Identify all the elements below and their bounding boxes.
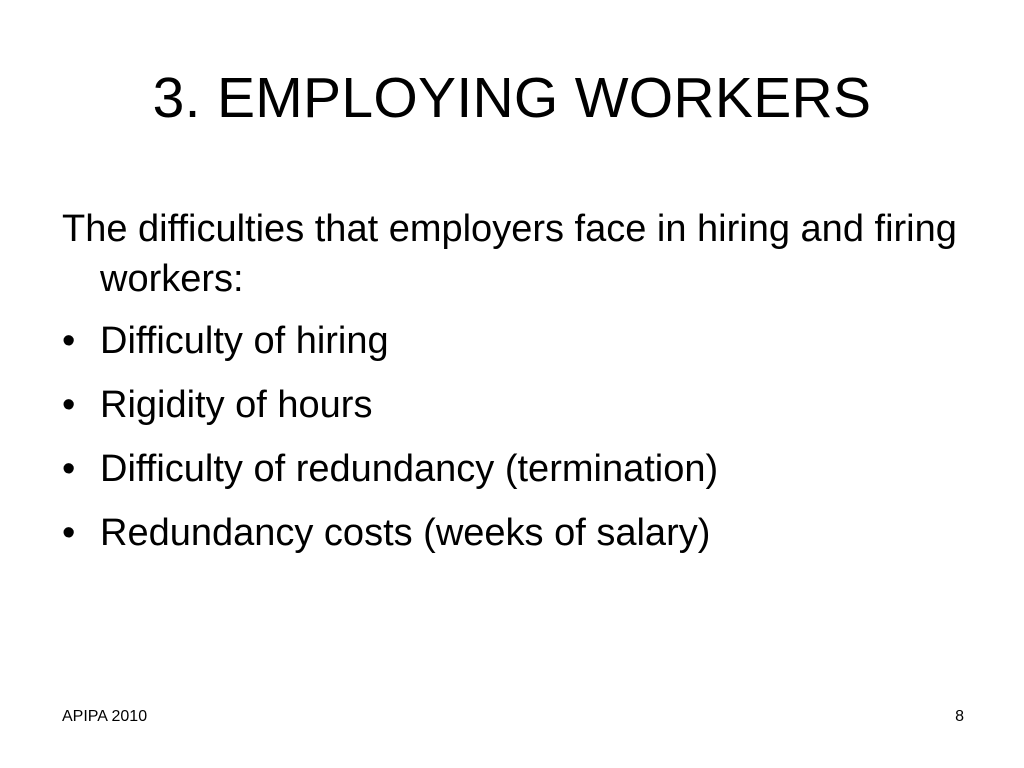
slide-title: 3. EMPLOYING WORKERS <box>152 66 872 130</box>
bullet-item <box>62 444 982 494</box>
bullet-text: Difficulty of hiring <box>100 320 389 362</box>
bullet-item <box>62 508 982 558</box>
bullet-text: Difficulty of redundancy (termination) <box>100 448 719 490</box>
bullet-item <box>62 316 982 366</box>
bullet-icon: • <box>62 512 76 554</box>
bullet-text: Rigidity of hours <box>100 384 373 426</box>
footer-organization: APIPA 2010 <box>62 708 148 725</box>
bullet-icon: • <box>62 384 76 426</box>
slide-number: 8 <box>955 708 964 725</box>
bullet-list <box>62 316 982 558</box>
bullet-text: Redundancy costs (weeks of salary) <box>100 512 711 554</box>
bullet-icon: • <box>62 448 76 490</box>
bullet-icon: • <box>62 320 76 362</box>
intro-text: The difficulties that employers face in hiring and firing workers: <box>62 208 957 300</box>
slide-body <box>62 204 982 572</box>
bullet-item <box>62 380 982 430</box>
